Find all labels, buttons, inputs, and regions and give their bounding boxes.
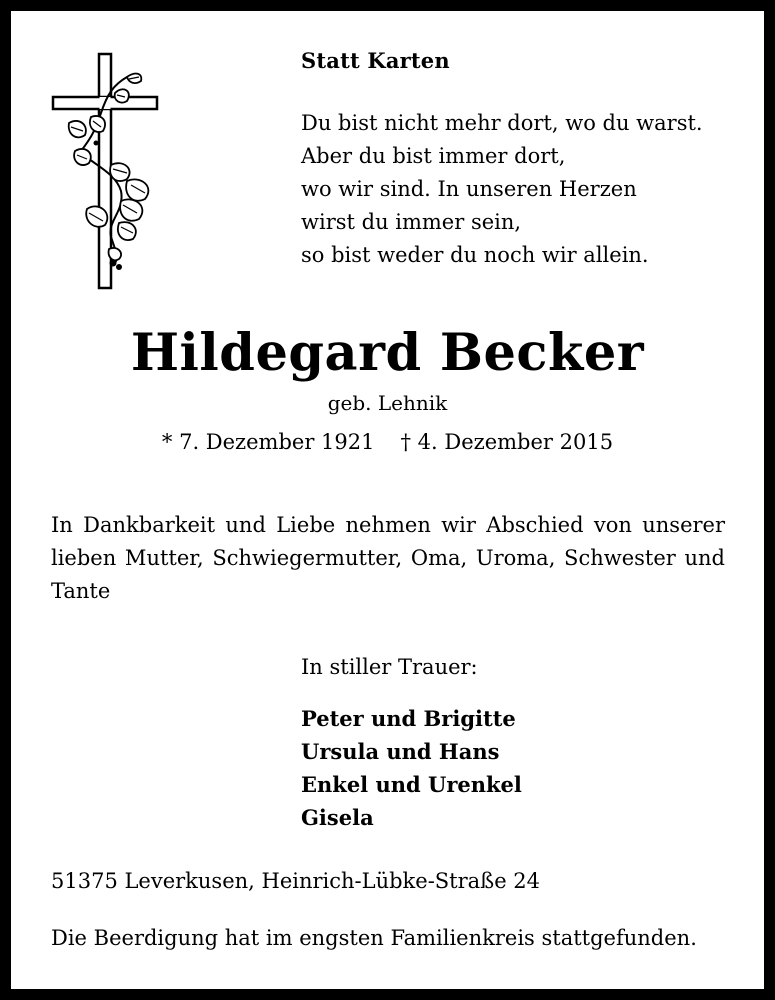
poem-line: wo wir sind. In unseren Herzen xyxy=(301,177,637,201)
maiden-name: geb. Lehnik xyxy=(327,391,448,415)
poem xyxy=(301,107,703,272)
address: 51375 Leverkusen, Heinrich-Lübke-Straße 24 xyxy=(51,869,541,893)
mourner-name: Gisela xyxy=(301,805,374,830)
poem-line: so bist weder du noch wir allein. xyxy=(301,243,649,267)
poem-line: wirst du immer sein, xyxy=(301,210,522,234)
birth-date: * 7. Dezember 1921 xyxy=(161,430,375,454)
cross-with-ivy-icon xyxy=(51,51,163,291)
mourner-name: Enkel und Urenkel xyxy=(301,772,522,797)
deceased-name: Hildegard Becker xyxy=(130,323,645,383)
death-date: † 4. Dezember 2015 xyxy=(400,430,614,454)
burial-note: Die Beerdigung hat im engsten Familienkreis stattgefunden. xyxy=(51,926,697,950)
mourning-label: In stiller Trauer: xyxy=(301,655,478,679)
poem-line: Aber du bist immer dort, xyxy=(301,144,566,168)
statt-karten-heading: Statt Karten xyxy=(301,48,450,73)
farewell-text: In Dankbarkeit und Liebe nehmen wir Abschied von unserer lieben Mutter, Schwiegermutter, Oma, Uroma, Schwester und Tante xyxy=(51,513,725,603)
poem-line: Du bist nicht mehr dort, wo du warst. xyxy=(301,111,703,135)
mourners-list xyxy=(301,702,522,834)
life-dates xyxy=(11,430,764,454)
mourner-name: Peter und Brigitte xyxy=(301,706,516,731)
mourner-name: Ursula und Hans xyxy=(301,739,500,764)
